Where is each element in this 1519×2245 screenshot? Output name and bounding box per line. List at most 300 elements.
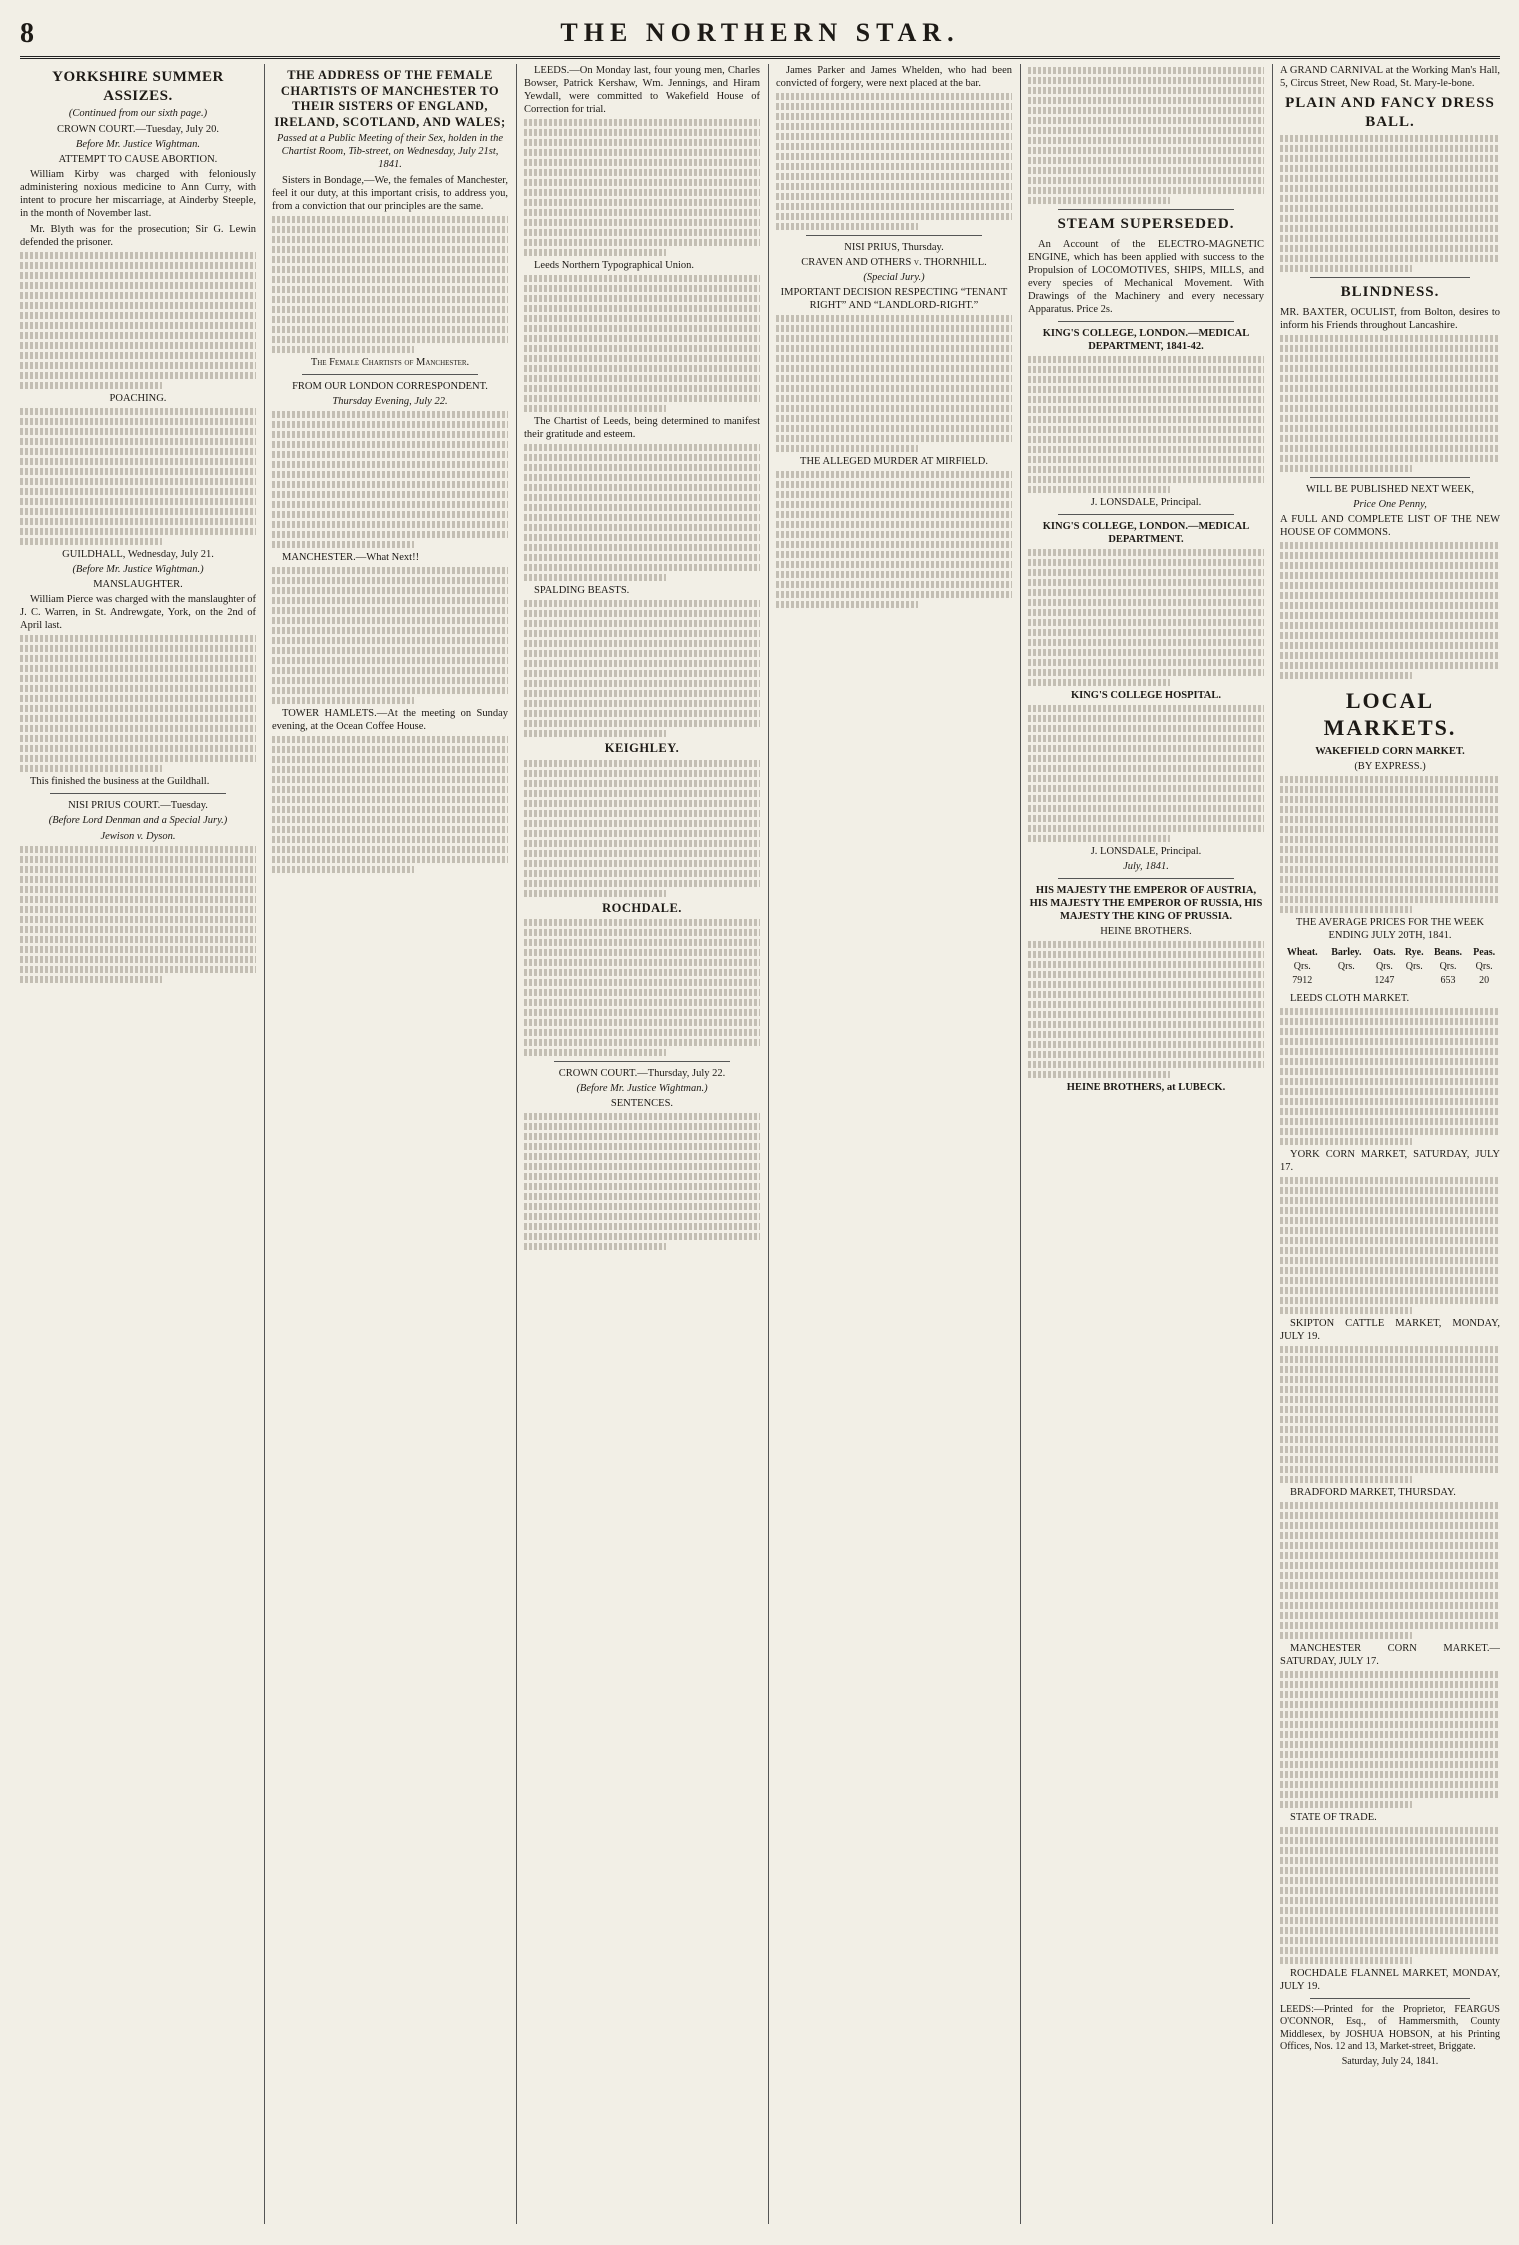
column-3 <box>524 64 760 2224</box>
article-body <box>272 567 508 704</box>
text-line <box>20 695 256 702</box>
guildhall-heading: GUILDHALL, Wednesday, July 21. <box>62 549 214 561</box>
text-line <box>524 209 760 216</box>
text-line <box>524 830 760 837</box>
text-line <box>1280 622 1500 629</box>
text-line <box>1280 1466 1500 1473</box>
text-line <box>20 745 256 752</box>
article-body <box>524 119 760 256</box>
text-line <box>524 1039 760 1046</box>
text-line <box>1028 599 1264 606</box>
divider <box>806 235 982 236</box>
london-date: Thursday Evening, July 22. <box>332 396 448 408</box>
text-line <box>1028 406 1264 413</box>
text-line <box>1280 1801 1412 1808</box>
text-line <box>1280 135 1500 142</box>
text-line <box>1280 1632 1412 1639</box>
text-line <box>20 352 256 359</box>
table-cell: Qrs. <box>1475 960 1493 972</box>
text-line <box>776 425 1012 432</box>
divider <box>1310 477 1470 478</box>
text-line <box>1280 235 1500 242</box>
text-line <box>1280 1008 1500 1015</box>
hamlets-paragraph: TOWER HAMLETS.—At the meeting on Sunday evening, at the Ocean Coffee House. <box>272 708 508 733</box>
text-line <box>1028 167 1264 174</box>
text-line <box>524 385 760 392</box>
case-title: CRAVEN AND OTHERS v. THORNHILL. <box>801 257 987 269</box>
article-body <box>20 408 256 545</box>
text-line <box>776 471 1012 478</box>
text-line <box>20 498 256 505</box>
divider <box>1058 878 1234 879</box>
table-cell: 653 <box>1440 975 1456 987</box>
text-line <box>20 715 256 722</box>
text-line <box>1280 185 1500 192</box>
text-line <box>524 880 760 887</box>
text-line <box>776 551 1012 558</box>
text-line <box>1280 1907 1500 1914</box>
text-line <box>1280 1297 1500 1304</box>
table-cell <box>1401 974 1428 988</box>
text-line <box>1280 1346 1500 1353</box>
advert-body <box>1028 549 1264 686</box>
text-line <box>20 362 256 369</box>
text-line <box>1280 445 1500 452</box>
text-line <box>20 725 256 732</box>
article-body <box>776 471 1012 608</box>
article-paragraph: Sisters in Bondage,—We, the females of Manchester, feel it our duty, at this important crisis, to address you, from a conviction that our principles are the same. <box>272 175 508 213</box>
text-line <box>272 697 414 704</box>
text-line <box>524 1049 666 1056</box>
divider <box>302 374 478 375</box>
text-line <box>524 790 760 797</box>
article-body <box>776 93 1012 230</box>
text-line <box>776 193 1012 200</box>
text-line <box>272 786 508 793</box>
text-line <box>1028 991 1264 998</box>
text-line <box>524 504 760 511</box>
text-line <box>1280 836 1500 843</box>
text-line <box>20 705 256 712</box>
text-line <box>20 282 256 289</box>
divider <box>1310 277 1470 278</box>
text-line <box>524 1213 760 1220</box>
text-line <box>272 587 508 594</box>
text-line <box>524 285 760 292</box>
text-line <box>1280 465 1412 472</box>
average-prices-table <box>1280 946 1500 989</box>
text-line <box>1280 1681 1500 1688</box>
average-heading: THE AVERAGE PRICES FOR THE WEEK ENDING JULY 20TH, 1841. <box>1295 917 1485 942</box>
text-line <box>1028 589 1264 596</box>
text-line <box>1028 629 1264 636</box>
principal-signature: J. LONSDALE, Principal. <box>1090 496 1202 508</box>
text-line <box>1028 77 1264 84</box>
table-cell: Rye. <box>1404 946 1424 958</box>
article-body <box>1280 1502 1500 1639</box>
text-line <box>272 276 508 283</box>
guildhall-judge: (Before Mr. Justice Wightman.) <box>72 564 204 576</box>
column-rule <box>1020 64 1021 2224</box>
text-line <box>524 820 760 827</box>
text-line <box>776 581 1012 588</box>
text-line <box>524 534 760 541</box>
article-body <box>1280 1827 1500 1964</box>
text-line <box>272 346 414 353</box>
text-line <box>1028 775 1264 782</box>
text-line <box>272 756 508 763</box>
newspaper-page <box>20 18 1500 2228</box>
text-line <box>1028 755 1264 762</box>
text-line <box>524 929 760 936</box>
text-line <box>1280 896 1500 903</box>
text-line <box>1280 1028 1500 1035</box>
newspaper-title: THE NORTHERN STAR. <box>560 18 960 47</box>
text-line <box>1028 1021 1264 1028</box>
skipton-paragraph: SKIPTON CATTLE MARKET, MONDAY, JULY 19. <box>1280 1317 1500 1342</box>
baxter-advert: MR. BAXTER, OCULIST, from Bolton, desires to inform his Friends throughout Lancashire. <box>1280 306 1500 331</box>
text-line <box>1280 1522 1500 1529</box>
text-line <box>524 335 760 342</box>
text-line <box>20 488 256 495</box>
text-line <box>272 567 508 574</box>
article-body <box>524 600 760 737</box>
text-line <box>1280 826 1500 833</box>
text-line <box>524 199 760 206</box>
text-line <box>272 256 508 263</box>
page-number: 8 <box>20 18 34 49</box>
text-line <box>524 355 760 362</box>
text-line <box>524 1019 760 1026</box>
article-body <box>776 315 1012 452</box>
keighley-heading: KEIGHLEY. <box>604 741 680 756</box>
text-line <box>524 219 760 226</box>
article-paragraph: This finished the business at the Guildhall. <box>30 776 210 788</box>
text-line <box>776 365 1012 372</box>
article-body <box>524 444 760 581</box>
text-line <box>524 640 760 647</box>
text-line <box>1028 961 1264 968</box>
text-line <box>776 203 1012 210</box>
text-line <box>1280 175 1500 182</box>
text-line <box>1280 395 1500 402</box>
text-line <box>776 113 1012 120</box>
text-line <box>524 1193 760 1200</box>
divider <box>554 1061 730 1062</box>
text-line <box>272 736 508 743</box>
advert-body <box>1280 542 1500 679</box>
text-line <box>1280 1671 1500 1678</box>
text-line <box>776 143 1012 150</box>
text-line <box>524 514 760 521</box>
text-line <box>1280 165 1500 172</box>
text-line <box>272 481 508 488</box>
column-rule <box>264 64 265 2224</box>
text-line <box>1280 1476 1412 1483</box>
text-line <box>272 856 508 863</box>
text-line <box>20 635 256 642</box>
text-line <box>524 1173 760 1180</box>
text-line <box>1028 609 1264 616</box>
kings-college-heading-2: KING'S COLLEGE, LONDON.—MEDICAL DEPARTMENT. <box>1042 520 1250 545</box>
text-line <box>1280 1187 1500 1194</box>
text-line <box>1280 1307 1412 1314</box>
text-line <box>776 511 1012 518</box>
text-line <box>272 677 508 684</box>
text-line <box>524 919 760 926</box>
text-line <box>1280 195 1500 202</box>
text-line <box>272 627 508 634</box>
text-line <box>1028 569 1264 576</box>
advert-body <box>1028 705 1264 842</box>
text-line <box>524 630 760 637</box>
text-line <box>1280 1098 1500 1105</box>
text-line <box>524 760 760 767</box>
text-line <box>1028 745 1264 752</box>
text-line <box>1280 1622 1500 1629</box>
text-line <box>1280 1108 1500 1115</box>
text-line <box>20 262 256 269</box>
text-line <box>20 946 256 953</box>
rochdale-flannel-paragraph: ROCHDALE FLANNEL MARKET, MONDAY, JULY 19. <box>1280 1967 1500 1992</box>
text-line <box>1280 355 1500 362</box>
text-line <box>524 179 760 186</box>
text-line <box>1280 1138 1412 1145</box>
text-line <box>524 405 666 412</box>
table-cell: Qrs. <box>1439 960 1457 972</box>
text-line <box>1280 435 1500 442</box>
text-line <box>524 650 760 657</box>
text-line <box>1028 1051 1264 1058</box>
text-line <box>1028 941 1264 948</box>
text-line <box>1280 1937 1500 1944</box>
text-line <box>776 405 1012 412</box>
text-line <box>1280 1711 1500 1718</box>
text-line <box>1028 416 1264 423</box>
text-line <box>524 870 760 877</box>
text-line <box>524 1123 760 1130</box>
text-line <box>1280 1691 1500 1698</box>
text-line <box>1280 375 1500 382</box>
kings-college-heading: KING'S COLLEGE, LONDON.—MEDICAL DEPARTMENT, 1841-42. <box>1042 327 1250 352</box>
text-line <box>776 601 918 608</box>
crown-court-line: CROWN COURT.—Tuesday, July 20. <box>56 124 220 136</box>
text-line <box>524 690 760 697</box>
text-line <box>1280 155 1500 162</box>
text-line <box>1280 1416 1500 1423</box>
text-line <box>1028 436 1264 443</box>
address-passed: Passed at a Public Meeting of their Sex, holden in the Chartist Room, Tib-street, on Wednesday, July 21st, 1841. <box>277 133 503 171</box>
text-line <box>272 541 414 548</box>
text-line <box>1028 1061 1264 1068</box>
text-line <box>1028 825 1264 832</box>
text-line <box>1280 1562 1500 1569</box>
text-line <box>20 428 256 435</box>
text-line <box>524 780 760 787</box>
text-line <box>1280 1771 1500 1778</box>
text-line <box>1028 386 1264 393</box>
chartist-paragraph: The Chartist of Leeds, being determined to manifest their gratitude and esteem. <box>524 416 760 441</box>
text-line <box>1280 1366 1500 1373</box>
text-line <box>524 494 760 501</box>
text-line <box>1280 425 1500 432</box>
text-line <box>524 295 760 302</box>
text-line <box>1028 805 1264 812</box>
text-line <box>1028 679 1170 686</box>
text-line <box>524 850 760 857</box>
text-line <box>20 976 162 983</box>
text-line <box>1280 345 1500 352</box>
text-line <box>1280 1741 1500 1748</box>
text-line <box>524 1243 666 1250</box>
text-line <box>1028 446 1264 453</box>
text-line <box>272 431 508 438</box>
leeds-paragraph: LEEDS.—On Monday last, four young men, Charles Bowser, Patrick Kershaw, Wm. Jennings, and Hiram Yewdall, were committed to Wakefield House of Correction for trial. <box>524 65 760 116</box>
column-2 <box>272 64 508 2224</box>
article-paragraph: Mr. Blyth was for the prosecution; Sir G. Lewin defended the prisoner. <box>20 224 256 249</box>
table-cell: 20 <box>1479 975 1490 987</box>
text-line <box>524 610 760 617</box>
text-line <box>1280 205 1500 212</box>
column-1 <box>20 64 256 2224</box>
text-line <box>524 169 760 176</box>
text-line <box>1280 265 1412 272</box>
article-body <box>20 635 256 772</box>
text-line <box>1280 1761 1500 1768</box>
text-line <box>1280 1078 1500 1085</box>
text-line <box>20 272 256 279</box>
text-line <box>1028 197 1170 204</box>
york-corn-paragraph: YORK CORN MARKET, SATURDAY, JULY 17. <box>1280 1148 1500 1173</box>
text-line <box>524 149 760 156</box>
text-line <box>1280 1592 1500 1599</box>
text-line <box>1028 619 1264 626</box>
manchester-paragraph: MANCHESTER.—What Next!! <box>282 552 420 564</box>
crown-court-judge: (Before Mr. Justice Wightman.) <box>576 1083 708 1095</box>
text-line <box>524 454 760 461</box>
text-line <box>1028 705 1264 712</box>
text-line <box>1028 785 1264 792</box>
text-line <box>1028 356 1264 363</box>
text-line <box>1028 815 1264 822</box>
text-line <box>20 655 256 662</box>
plain-fancy-heading: PLAIN AND FANCY DRESS BALL. <box>1285 95 1495 130</box>
text-line <box>1280 562 1500 569</box>
rochdale-heading: ROCHDALE. <box>602 900 682 915</box>
text-line <box>272 501 508 508</box>
text-line <box>272 326 508 333</box>
text-line <box>20 966 256 973</box>
text-line <box>20 896 256 903</box>
text-line <box>272 866 414 873</box>
text-line <box>20 926 256 933</box>
advert-body <box>1028 356 1264 493</box>
table-cell: 1247 <box>1374 975 1395 987</box>
text-line <box>1028 1041 1264 1048</box>
text-line <box>20 685 256 692</box>
text-line <box>20 458 256 465</box>
text-line <box>1028 426 1264 433</box>
text-line <box>20 312 256 319</box>
text-line <box>1280 1612 1500 1619</box>
text-line <box>776 183 1012 190</box>
text-line <box>524 720 760 727</box>
text-line <box>1280 1572 1500 1579</box>
text-line <box>272 577 508 584</box>
text-line <box>272 226 508 233</box>
text-line <box>20 448 256 455</box>
text-line <box>524 800 760 807</box>
text-line <box>1280 886 1500 893</box>
text-line <box>1280 1721 1500 1728</box>
nisi-prius-heading: NISI PRIUS, Thursday. <box>844 242 944 254</box>
text-line <box>1280 602 1500 609</box>
text-line <box>524 840 760 847</box>
text-line <box>524 444 760 451</box>
text-line <box>272 667 508 674</box>
wakefield-heading: WAKEFIELD CORN MARKET. <box>1315 746 1465 758</box>
next-week: WILL BE PUBLISHED NEXT WEEK, <box>1305 483 1475 495</box>
text-line <box>776 445 918 452</box>
column-rule <box>1272 64 1273 2224</box>
table-cell: Wheat. <box>1286 946 1318 958</box>
text-line <box>776 123 1012 130</box>
text-line <box>20 518 256 525</box>
text-line <box>1028 795 1264 802</box>
text-line <box>1028 559 1264 566</box>
text-line <box>1028 715 1264 722</box>
judge-line: Before Mr. Justice Wightman. <box>75 139 201 151</box>
article-body <box>20 252 256 389</box>
article-body <box>524 919 760 1056</box>
text-line <box>1280 1038 1500 1045</box>
article-body <box>1028 67 1264 204</box>
manchester-corn-paragraph: MANCHESTER CORN MARKET.—SATURDAY, JULY 17. <box>1280 1642 1500 1667</box>
divider <box>1058 209 1234 210</box>
text-line <box>272 286 508 293</box>
table-cell: Qrs. <box>1293 960 1311 972</box>
text-line <box>776 571 1012 578</box>
text-line <box>20 675 256 682</box>
text-line <box>272 836 508 843</box>
text-line <box>1280 1917 1500 1924</box>
text-line <box>272 296 508 303</box>
text-line <box>1280 1018 1500 1025</box>
poaching-heading: POACHING. <box>109 393 167 405</box>
text-line <box>524 325 760 332</box>
text-line <box>524 129 760 136</box>
table-row <box>1280 946 1500 960</box>
advert-body <box>1280 135 1500 272</box>
text-line <box>1280 1118 1500 1125</box>
text-line <box>1028 137 1264 144</box>
heine-lubeck: HEINE BROTHERS, at LUBECK. <box>1066 1081 1226 1093</box>
text-line <box>524 1029 760 1036</box>
table-cell: Qrs. <box>1375 960 1393 972</box>
text-line <box>776 345 1012 352</box>
text-line <box>1028 735 1264 742</box>
text-line <box>1280 592 1500 599</box>
text-line <box>1280 1867 1500 1874</box>
article-body <box>524 275 760 412</box>
text-line <box>1280 255 1500 262</box>
nisi-prius-judge: (Before Lord Denman and a Special Jury.) <box>48 815 228 827</box>
text-line <box>776 491 1012 498</box>
text-line <box>1028 835 1170 842</box>
text-line <box>20 372 256 379</box>
text-line <box>272 597 508 604</box>
text-line <box>1280 816 1500 823</box>
